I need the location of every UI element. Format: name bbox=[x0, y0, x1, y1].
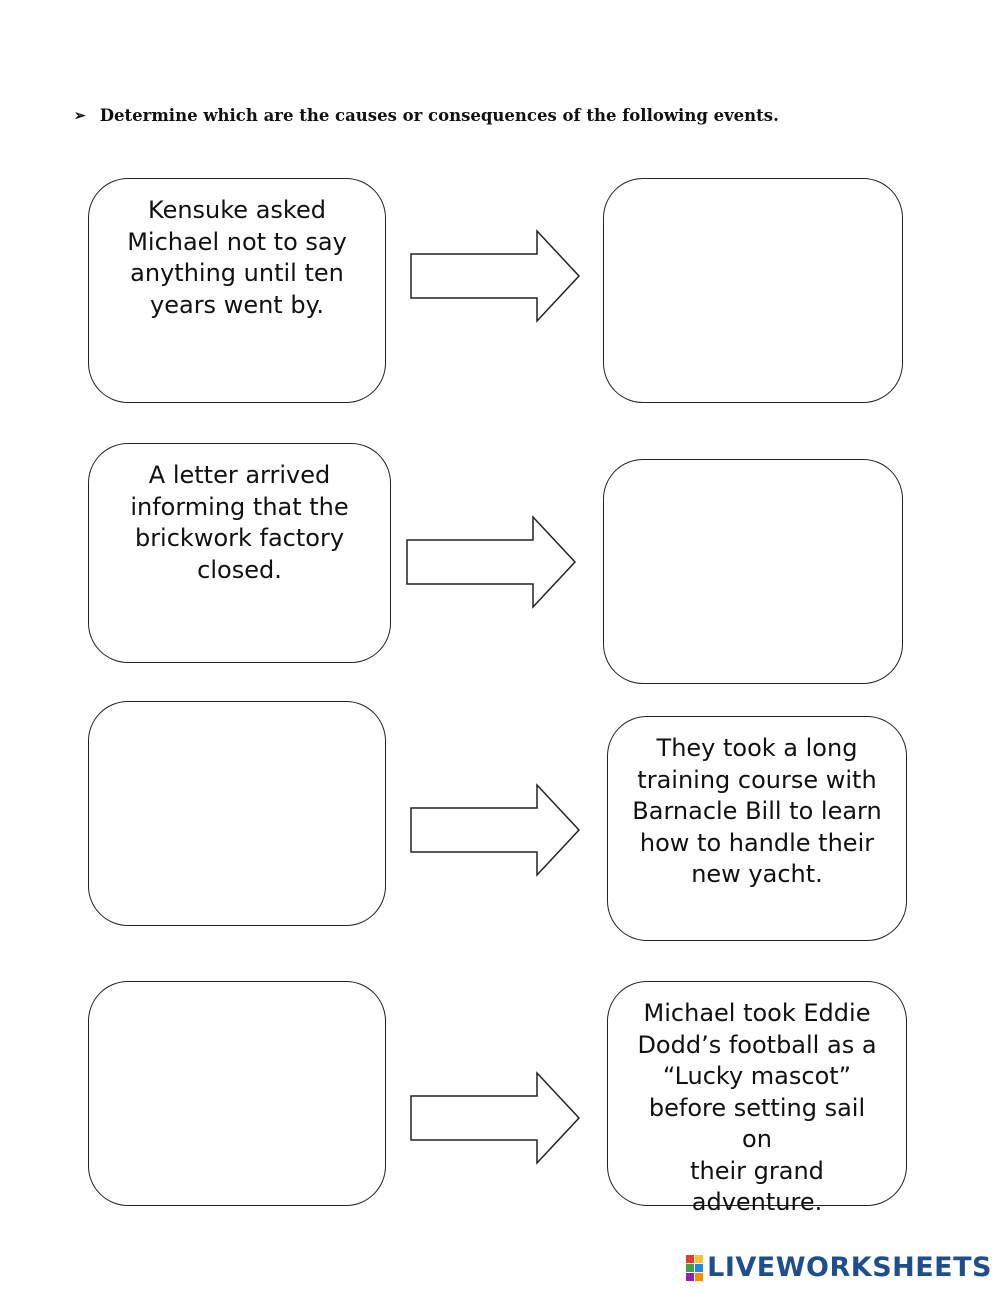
answer-box-3-left[interactable] bbox=[88, 701, 386, 926]
logo-block bbox=[686, 1273, 694, 1281]
event-text: They took a long training course with Barnacle Bill to learn how to handle their new yacht. bbox=[632, 734, 882, 888]
answer-text bbox=[213, 998, 261, 1205]
right-arrow-icon bbox=[410, 1072, 582, 1164]
instruction bbox=[74, 106, 779, 125]
liveworksheets-logo bbox=[686, 1252, 992, 1283]
event-text: A letter arrived informing that the brickwork factory closed. bbox=[130, 461, 349, 584]
event-box-2-left bbox=[88, 443, 391, 663]
logo-block bbox=[695, 1273, 703, 1281]
logo-block bbox=[686, 1255, 694, 1263]
answer-text bbox=[729, 476, 777, 683]
logo-block bbox=[695, 1264, 703, 1272]
logo-block bbox=[695, 1255, 703, 1263]
right-arrow-icon bbox=[406, 516, 578, 608]
answer-box-4-left[interactable] bbox=[88, 981, 386, 1206]
brand-name: LIVEWORKSHEETS bbox=[707, 1252, 992, 1283]
arrow-bullet-icon: ➢ bbox=[74, 107, 86, 124]
answer-box-1-right[interactable] bbox=[603, 178, 903, 403]
instruction-text: Determine which are the causes or consequences of the following events. bbox=[99, 106, 779, 125]
event-box-4-right bbox=[607, 981, 907, 1216]
logo-block bbox=[686, 1264, 694, 1272]
logo-blocks-icon bbox=[686, 1255, 703, 1281]
event-box-3-right bbox=[607, 716, 907, 941]
answer-box-2-right[interactable] bbox=[603, 459, 903, 684]
event-box-1-left bbox=[88, 178, 386, 403]
answer-text bbox=[213, 718, 261, 925]
event-text: Michael took Eddie Dodd’s football as a “Lucky mascot” before setting sail on their grand adventure. bbox=[637, 999, 877, 1216]
right-arrow-icon bbox=[410, 784, 582, 876]
answer-text bbox=[729, 195, 777, 402]
right-arrow-icon bbox=[410, 230, 582, 322]
event-text: Kensuke asked Michael not to say anything until ten years went by. bbox=[127, 196, 347, 319]
